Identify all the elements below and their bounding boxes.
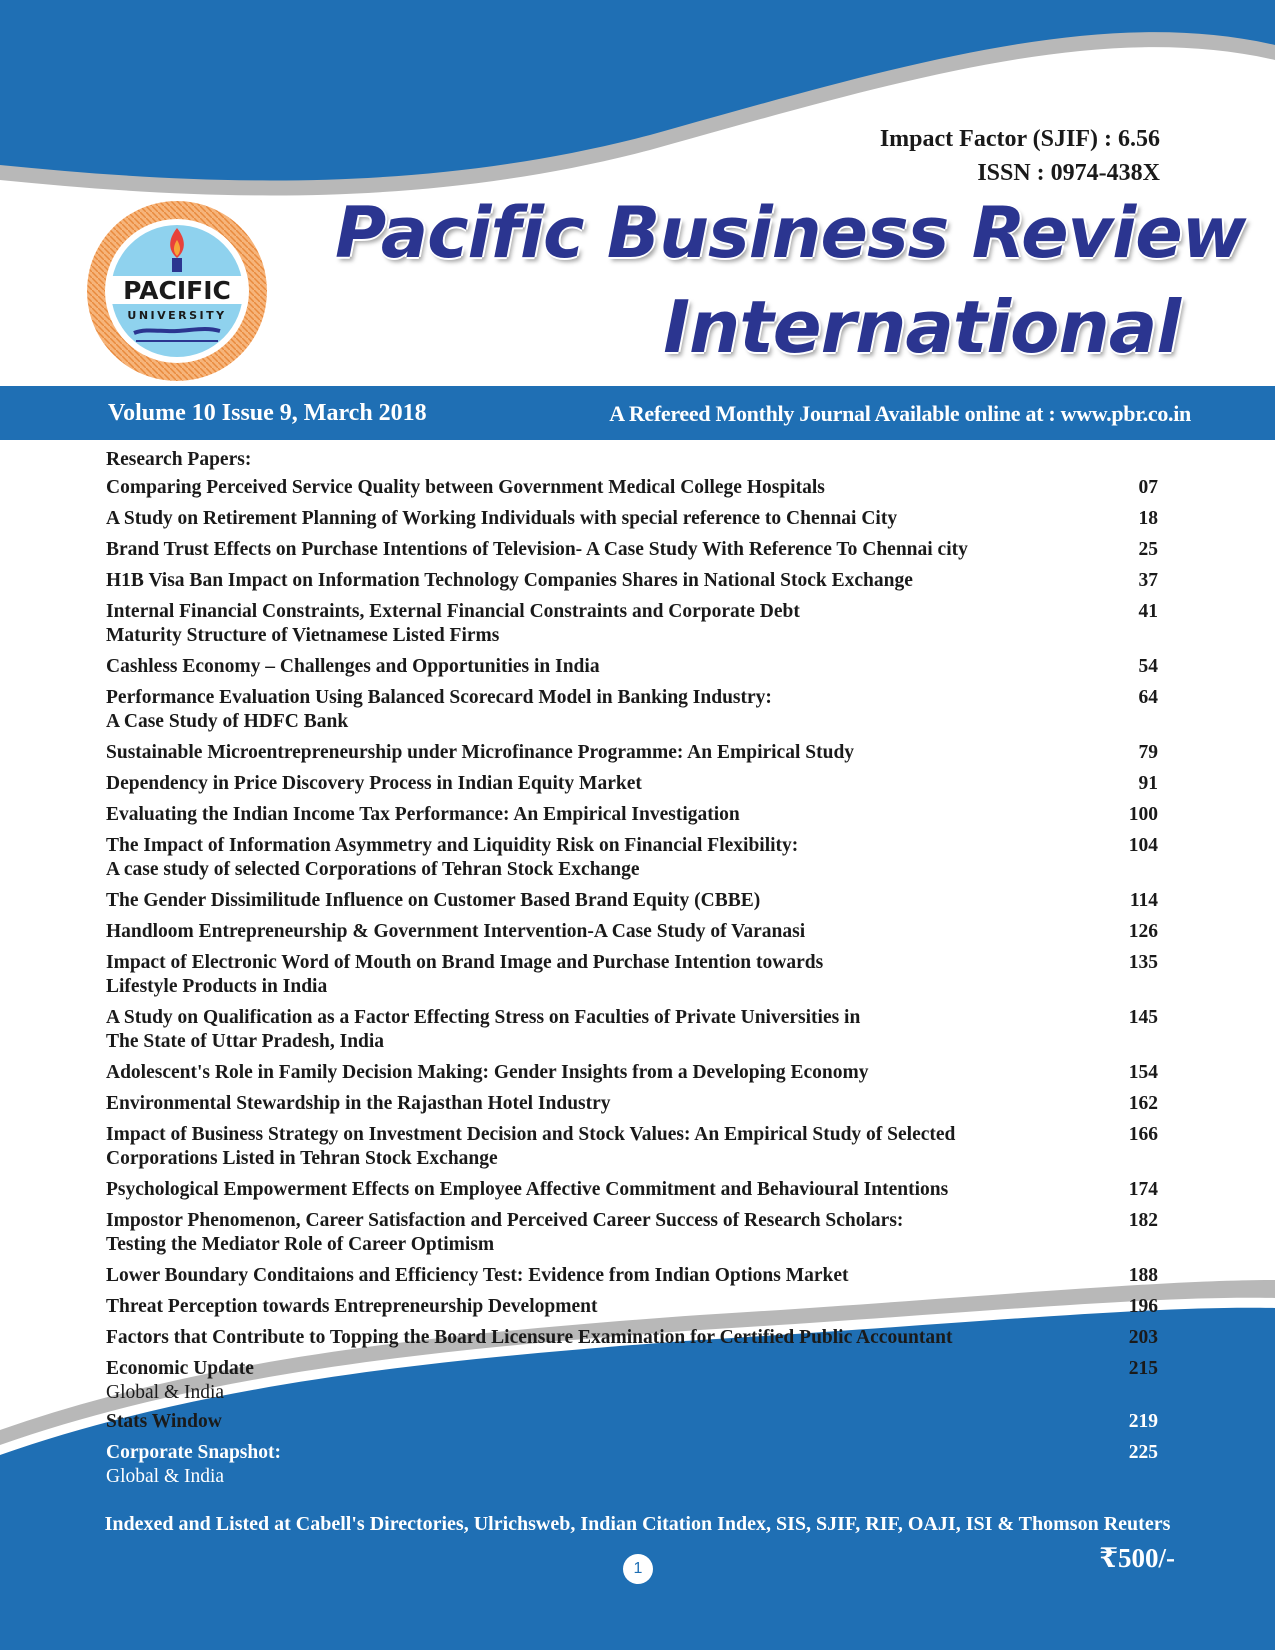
toc-page: 07: [1138, 477, 1158, 498]
toc-title: [106, 476, 1086, 500]
toc-title: [106, 686, 1086, 734]
toc-title-line: Handloom Entrepreneurship & Government Intervention-A Case Study of Varanasi: [106, 921, 806, 942]
toc-row: [106, 741, 1206, 765]
toc-row: [106, 1061, 1206, 1085]
toc-title: [106, 1295, 1086, 1319]
toc-row: [106, 600, 1206, 648]
toc-page: 188: [1128, 1265, 1158, 1286]
toc-title-line: Dependency in Price Discovery Process in Indian Equity Market: [106, 773, 642, 794]
toc-title-line: Lifestyle Products in India: [106, 976, 328, 997]
toc-page: 64: [1138, 687, 1158, 708]
toc-subtitle: Global & India: [106, 1382, 225, 1403]
toc-title-line: A Case Study of HDFC Bank: [106, 711, 349, 732]
toc-title: [106, 834, 1086, 882]
toc-title: [106, 655, 1086, 679]
page-number: 1: [623, 1554, 653, 1584]
toc-title: [106, 1092, 1086, 1116]
toc-subtitle: Global & India: [106, 1466, 225, 1487]
toc-row: [106, 1326, 1206, 1350]
toc-row: [106, 1092, 1206, 1116]
toc-title: [106, 538, 1086, 562]
toc-page: 215: [1128, 1358, 1158, 1379]
toc-row: [106, 476, 1206, 500]
toc-title: [106, 1123, 1086, 1171]
toc-heading: Research Papers:: [106, 449, 252, 470]
toc-title-line: H1B Visa Ban Impact on Information Technology Companies Shares in National Stock Exchange: [106, 570, 913, 591]
toc-title-line: Internal Financial Constraints, External Financial Constraints and Corporate Debt: [106, 601, 800, 622]
table-of-contents: [106, 448, 1206, 1496]
toc-row: [106, 772, 1206, 796]
toc-row: [106, 655, 1206, 679]
toc-title: [106, 507, 1086, 531]
toc-title: [106, 1061, 1086, 1085]
toc-row: [106, 951, 1206, 999]
toc-row: [106, 1264, 1206, 1288]
toc-title: [106, 741, 1086, 765]
toc-title-line: Cashless Economy – Challenges and Opportunities in India: [106, 656, 600, 677]
impact-factor: Impact Factor (SJIF) : 6.56: [879, 126, 1160, 152]
toc-row: [106, 686, 1206, 734]
toc-page: 104: [1128, 835, 1158, 856]
toc-title-line: Threat Perception towards Entrepreneurship Development: [106, 1296, 598, 1317]
toc-page: 100: [1128, 804, 1158, 825]
toc-row: [106, 1209, 1206, 1257]
logo-subtitle: UNIVERSITY: [127, 309, 227, 322]
toc-title-line: Impact of Electronic Word of Mouth on Brand Image and Purchase Intention towards: [106, 952, 824, 973]
toc-row: [106, 803, 1206, 827]
toc-title: Stats Window: [106, 1411, 222, 1432]
toc-title: [106, 1006, 1086, 1054]
toc-page: 162: [1128, 1093, 1158, 1114]
toc-title: [106, 1209, 1086, 1257]
toc-title: Corporate Snapshot:: [106, 1442, 281, 1463]
toc-page: 135: [1128, 952, 1158, 973]
toc-row: [106, 920, 1206, 944]
toc-page: 25: [1138, 539, 1158, 560]
toc-row: [106, 834, 1206, 882]
toc-title: [106, 1178, 1086, 1202]
toc-title: [106, 569, 1086, 593]
toc-title-line: Adolescent's Role in Family Decision Making: Gender Insights from a Developing Economy: [106, 1062, 869, 1083]
toc-title-line: A Study on Qualification as a Factor Effecting Stress on Faculties of Private Universities in: [106, 1007, 861, 1028]
toc-page: 225: [1128, 1442, 1158, 1463]
paper-list: [106, 476, 1206, 1350]
toc-page: 174: [1128, 1179, 1158, 1200]
toc-row: [106, 1178, 1206, 1202]
toc-title-line: Factors that Contribute to Topping the Board Licensure Examination for Certified Public Accountant: [106, 1327, 953, 1348]
toc-row: [106, 1295, 1206, 1319]
toc-page: 219: [1128, 1411, 1158, 1432]
toc-title-line: Maturity Structure of Vietnamese Listed Firms: [106, 625, 500, 646]
toc-title-line: Testing the Mediator Role of Career Optimism: [106, 1234, 495, 1255]
toc-title-line: A Study on Retirement Planning of Working Individuals with special reference to Chennai City: [106, 508, 898, 529]
journal-metadata: [880, 122, 1160, 190]
toc-row: [106, 507, 1206, 531]
toc-title-line: Performance Evaluation Using Balanced Scorecard Model in Banking Industry:: [106, 687, 772, 708]
toc-page: 37: [1138, 570, 1158, 591]
toc-title-line: A case study of selected Corporations of Tehran Stock Exchange: [106, 859, 640, 880]
toc-title: [106, 889, 1086, 913]
toc-page: 18: [1138, 508, 1158, 529]
toc-title: [106, 803, 1086, 827]
toc-page: 54: [1138, 656, 1158, 677]
toc-title: Economic Update: [106, 1358, 254, 1379]
toc-title: [106, 772, 1086, 796]
toc-title-line: Environmental Stewardship in the Rajasthan Hotel Industry: [106, 1093, 611, 1114]
toc-page: 41: [1138, 601, 1158, 622]
price: ₹500/-: [1099, 1543, 1175, 1573]
indexing-statement: Indexed and Listed at Cabell's Directories, Ulrichsweb, Indian Citation Index, SIS, SJIF, RIF, OAJI, ISI & Thomson Reuters: [104, 1513, 1171, 1535]
toc-page: 203: [1128, 1327, 1158, 1348]
toc-page: 114: [1129, 890, 1158, 911]
toc-title-line: The State of Uttar Pradesh, India: [106, 1031, 385, 1052]
toc-title-line: Corporations Listed in Tehran Stock Exchange: [106, 1148, 498, 1169]
toc-page: 145: [1128, 1007, 1158, 1028]
toc-row: [106, 889, 1206, 913]
toc-row: [106, 538, 1206, 562]
toc-row-economic-update: [106, 1357, 1206, 1405]
toc-row-corporate-snapshot: [106, 1441, 1206, 1489]
toc-title-line: Comparing Perceived Service Quality between Government Medical College Hospitals: [106, 477, 825, 498]
toc-row: [106, 1006, 1206, 1054]
toc-title-line: Impostor Phenomenon, Career Satisfaction and Perceived Career Success of Research Scholars:: [106, 1210, 904, 1231]
toc-page: 154: [1128, 1062, 1158, 1083]
journal-title-line1: Pacific Business Review: [335, 192, 1246, 274]
toc-page: 79: [1138, 742, 1158, 763]
toc-page: 166: [1128, 1124, 1158, 1145]
toc-page: 126: [1128, 921, 1158, 942]
toc-title-line: Psychological Empowerment Effects on Employee Affective Commitment and Behavioural Intentions: [106, 1179, 949, 1200]
toc-title: [106, 920, 1086, 944]
toc-page: 91: [1138, 773, 1158, 794]
toc-title-line: The Gender Dissimilitude Influence on Customer Based Brand Equity (CBBE): [106, 890, 761, 911]
toc-title: [106, 1264, 1086, 1288]
toc-title-line: Evaluating the Indian Income Tax Performance: An Empirical Investigation: [106, 804, 740, 825]
toc-title-line: The Impact of Information Asymmetry and Liquidity Risk on Financial Flexibility:: [106, 835, 799, 856]
journal-tagline: A Refereed Monthly Journal Available online at : www.pbr.co.in: [609, 401, 1191, 426]
volume-issue: Volume 10 Issue 9, March 2018: [108, 400, 427, 426]
logo-name: PACIFIC: [123, 276, 231, 305]
toc-title: [106, 951, 1086, 999]
issn: ISSN : 0974-438X: [977, 160, 1160, 186]
toc-title: [106, 600, 1086, 648]
toc-row-stats-window: [106, 1410, 1206, 1434]
toc-row: [106, 1123, 1206, 1171]
toc-page: 182: [1128, 1210, 1158, 1231]
toc-title-line: Brand Trust Effects on Purchase Intentions of Television- A Case Study With Reference To Chennai city: [106, 539, 968, 560]
toc-page: 196: [1128, 1296, 1158, 1317]
toc-title-line: Lower Boundary Conditaions and Efficiency Test: Evidence from Indian Options Market: [106, 1265, 849, 1286]
pacific-university-logo: [86, 200, 268, 382]
toc-title-line: Sustainable Microentrepreneurship under Microfinance Programme: An Empirical Study: [106, 742, 855, 763]
toc-title-line: Impact of Business Strategy on Investment Decision and Stock Values: An Empirical Study of Selected: [106, 1124, 956, 1145]
toc-title: [106, 1326, 1086, 1350]
toc-row: [106, 569, 1206, 593]
journal-title-line2: International: [663, 285, 1180, 369]
